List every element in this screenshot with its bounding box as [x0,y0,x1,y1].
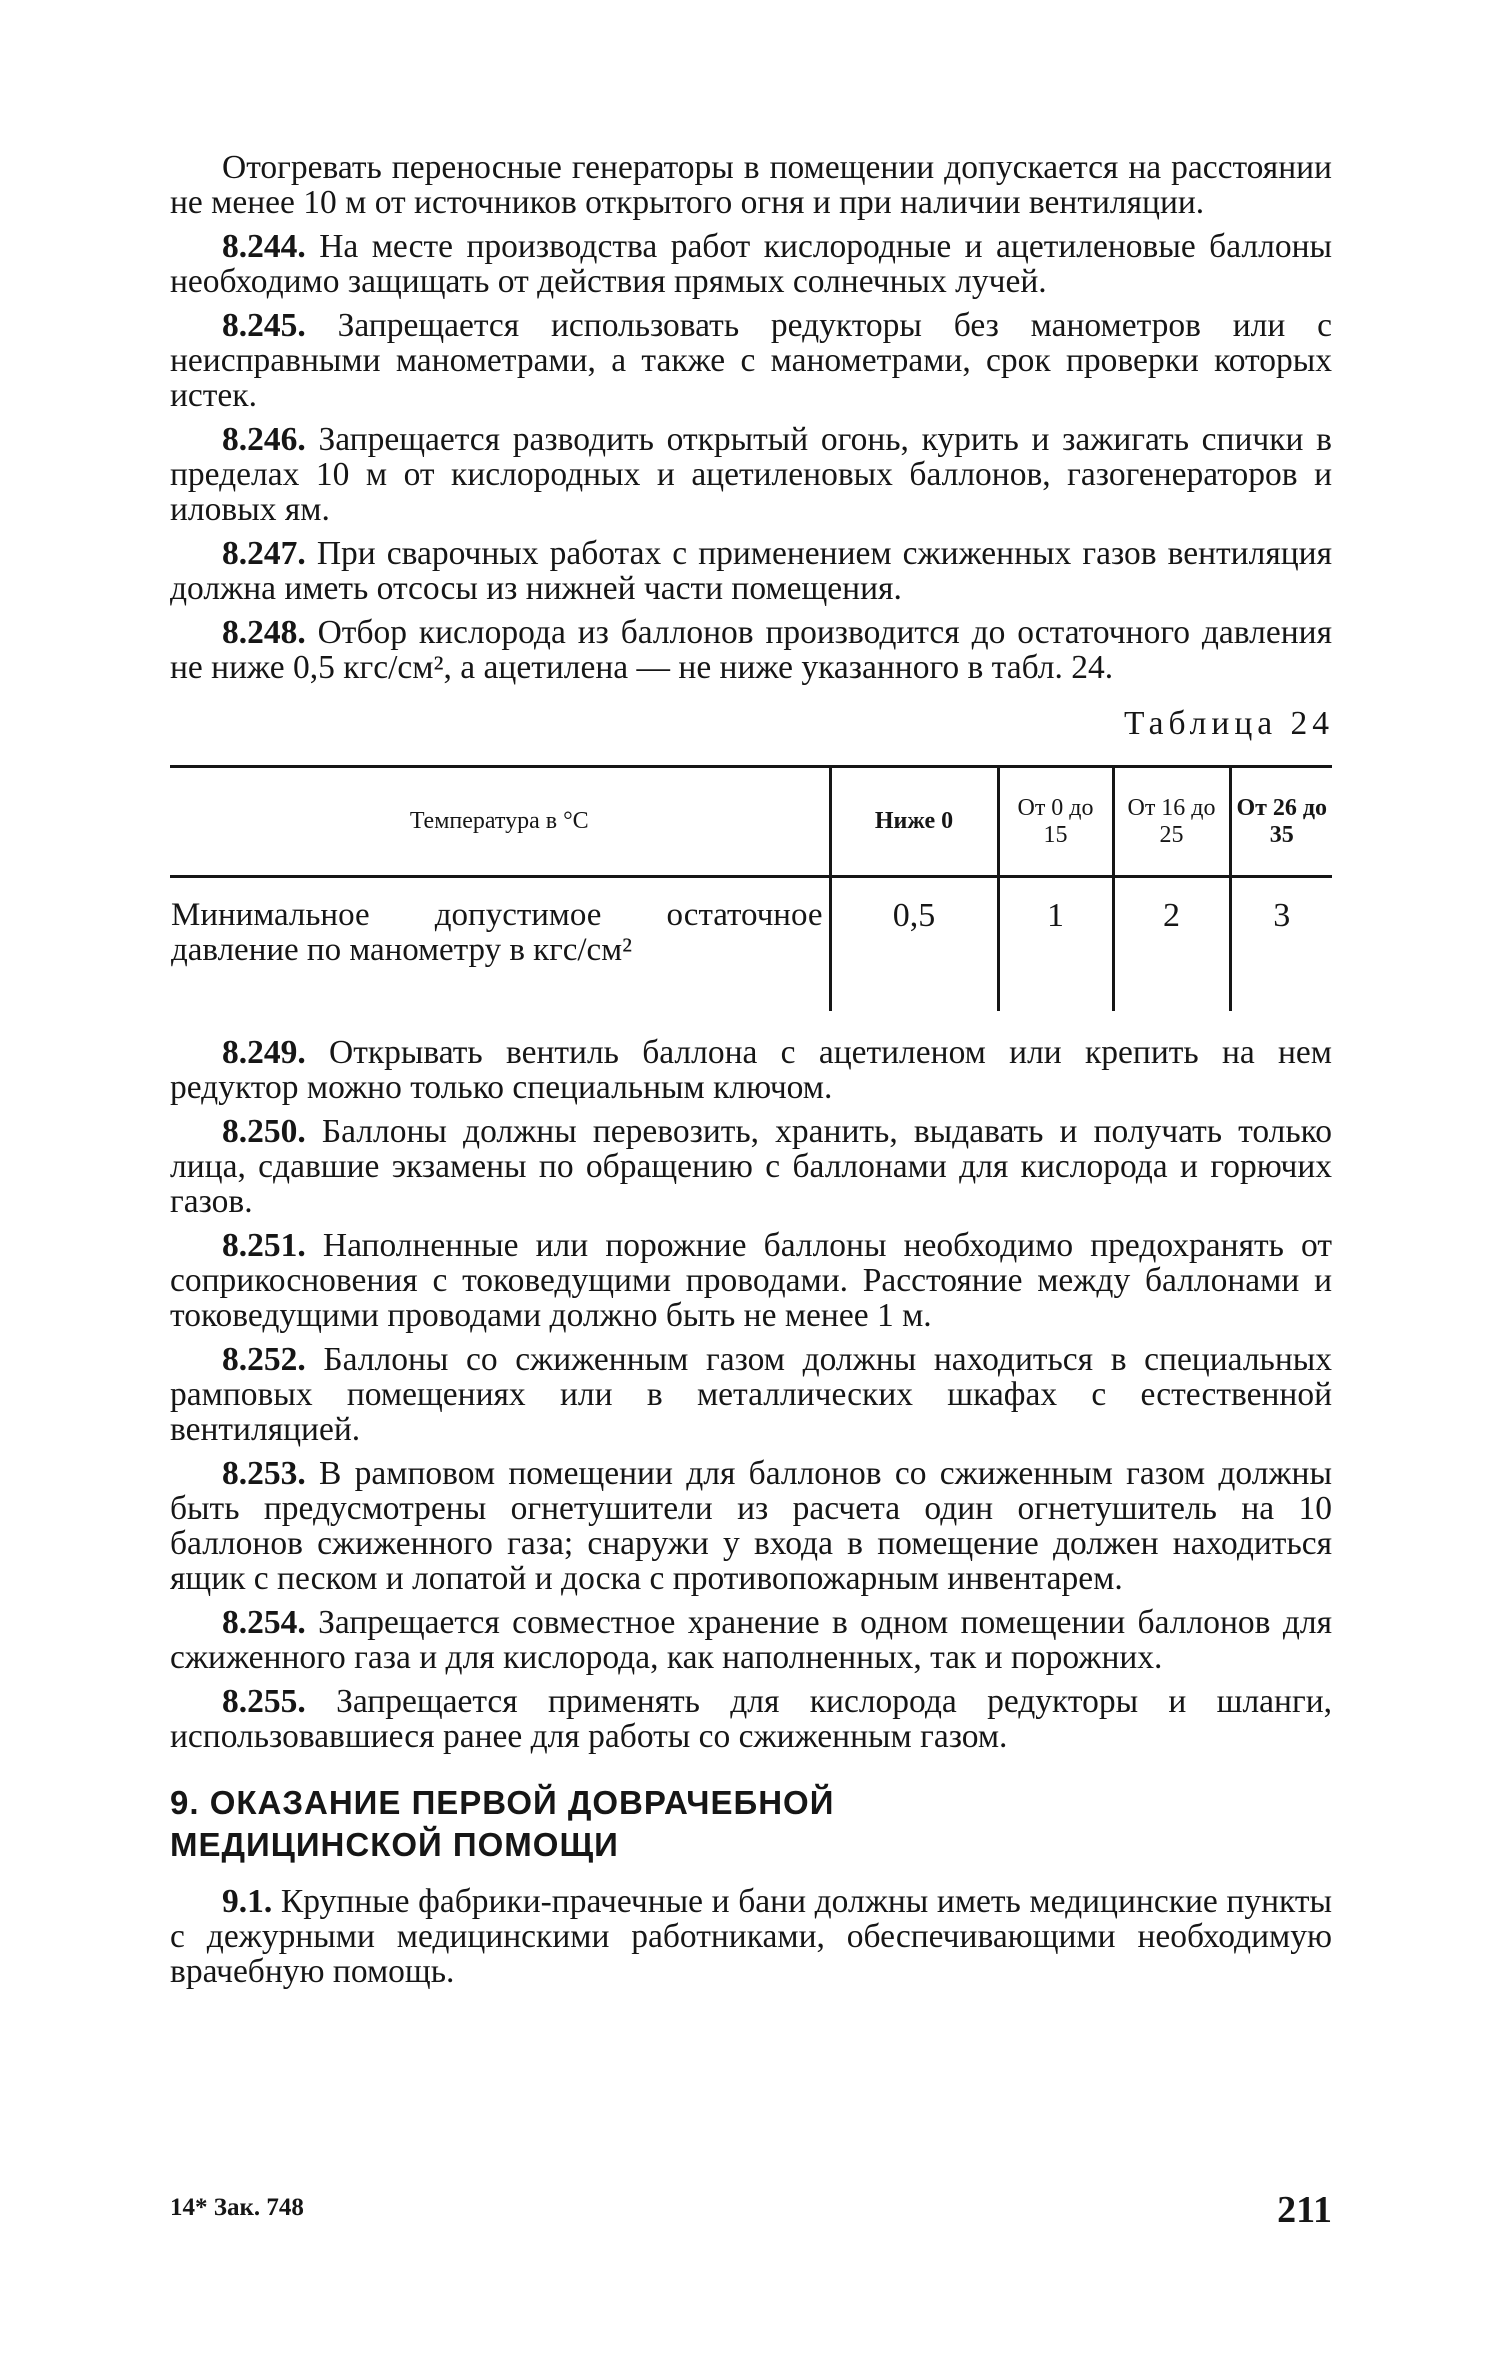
page-number: 211 [1277,2189,1332,2231]
section-heading-line2: МЕДИЦИНСКОЙ ПОМОЩИ [170,1826,619,1863]
section-heading [170,1782,1332,1866]
paragraph-number: 8.254. [222,1604,306,1641]
row-label-min-pressure: Минимальное допустимое остаточное давление по манометру в кгс/см² [171,897,823,968]
paragraph-number: 8.247. [222,535,306,572]
paragraph-8-248 [170,615,1332,685]
paragraph-8-255 [170,1684,1332,1754]
table-24 [170,765,1332,1011]
value-below-zero: 0,5 [830,877,998,1012]
paragraph-text: Запрещается применять для кислорода редукторы и шланги, использовавшиеся ранее для работы со сжиженным газом. [170,1683,1333,1755]
paragraph-text: На месте производства работ кислородные и ацетиленовые баллоны необходимо защищать от действия прямых солнечных лучей. [170,228,1333,300]
paragraph-8-253 [170,1456,1332,1596]
paragraph-8-251 [170,1228,1332,1333]
paragraph-8-246 [170,422,1332,527]
paragraph-8-249 [170,1035,1332,1105]
paragraph-text: Крупные фабрики-прачечные и бани должны иметь медицинские пункты с дежурными медицинскими работниками, обеспечивающими необходимую врачебную помощь. [170,1883,1332,1990]
paragraph-8-250 [170,1114,1332,1219]
paragraph-text: Наполненные или порожние баллоны необходимо предохранять от соприкосновения с токоведущими проводами. Расстояние между баллонами и токоведущими проводами должно быть не менее 1 м. [170,1227,1333,1334]
paragraph-number: 8.248. [222,614,306,651]
table-caption: Таблица 24 [1123,705,1334,742]
header-below-zero: Ниже 0 [830,767,998,877]
paragraph-text: В рамповом помещении для баллонов со сжиженным газом должны быть предусмотрены огнетушители из расчета один огнетушитель на 10 баллонов сжиженного газа; снаружи у входа в помещение должен находиться ящик с песком и лопатой и доска с противопожарным инвентарем. [170,1455,1332,1597]
paragraph-text: Запрещается совместное хранение в одном помещении баллонов для сжиженного газа и для кислорода, как наполненных, так и порожних. [170,1604,1332,1676]
header-0-15: От 0 до 15 [998,767,1113,877]
value-26-35: 3 [1230,877,1332,1012]
paragraph-number: 9.1. [222,1883,273,1920]
header-temperature: Температура в °С [170,767,830,877]
paragraph-text: Отогревать переносные генераторы в помещении допускается на расстоянии не менее 10 м от источников открытого огня и при наличии вентиляции. [170,149,1332,221]
paragraph-number: 8.255. [222,1683,306,1720]
document-page [170,150,1332,1989]
paragraph-intro [170,150,1332,220]
paragraph-9-1 [170,1884,1332,1989]
value-0-15: 1 [998,877,1113,1012]
table-row [170,877,1332,1012]
paragraph-text: Запрещается разводить открытый огонь, курить и зажигать спички в пределах 10 м от кислородных и ацетиленовых баллонов, газогенераторов и иловых ям. [170,421,1332,528]
paragraph-number: 8.252. [222,1341,306,1378]
paragraph-number: 8.244. [222,228,306,265]
paragraph-number: 8.250. [222,1113,306,1150]
paragraph-text: Отбор кислорода из баллонов производится до остаточного давления не ниже 0,5 кгс/см², а ацетилена — не ниже указанного в табл. 24. [170,614,1332,686]
table-header-row [170,767,1332,877]
paragraph-8-245 [170,308,1332,413]
paragraph-text: Запрещается использовать редукторы без манометров или с неисправными манометрами, а также с манометрами, срок проверки которых истек. [170,307,1333,414]
paragraph-text: Открывать вентиль баллона с ацетиленом или крепить на нем редуктор можно только специальным ключом. [170,1034,1333,1106]
header-26-35: От 26 до 35 [1230,767,1332,877]
paragraph-number: 8.246. [222,421,306,458]
paragraph-number: 8.245. [222,307,306,344]
paragraph-text: При сварочных работах с применением сжиженных газов вентиляция должна иметь отсосы из нижней части помещения. [170,535,1332,607]
paragraph-number: 8.251. [222,1227,306,1264]
paragraph-8-252 [170,1342,1332,1447]
paragraph-number: 8.249. [222,1034,306,1071]
paragraph-text: Баллоны должны перевозить, хранить, выдавать и получать только лица, сдавшие экзамены по обращению с баллонами для кислорода и горючих газов. [170,1113,1333,1220]
value-16-25: 2 [1113,877,1230,1012]
paragraph-number: 8.253. [222,1455,306,1492]
section-heading-line1: 9. ОКАЗАНИЕ ПЕРВОЙ ДОВРАЧЕБНОЙ [170,1784,835,1821]
paragraph-8-254 [170,1605,1332,1675]
paragraph-8-244 [170,229,1332,299]
printer-signature: 14* Зак. 748 [170,2194,304,2221]
paragraph-text: Баллоны со сжиженным газом должны находиться в специальных рамповых помещениях или в металлических шкафах с естественной вентиляцией. [170,1341,1333,1448]
paragraph-8-247 [170,536,1332,606]
header-16-25: От 16 до 25 [1113,767,1230,877]
